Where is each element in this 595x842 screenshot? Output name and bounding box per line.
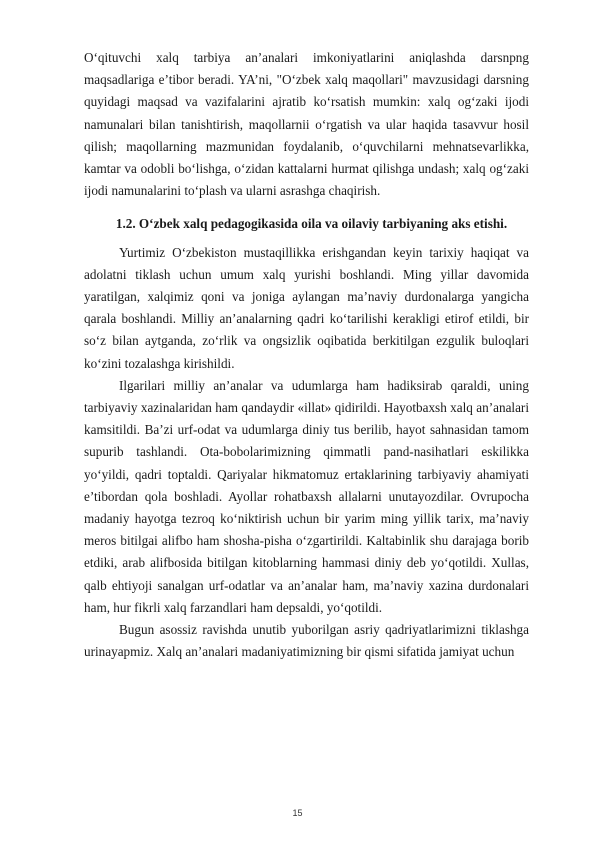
body-paragraph-2: Ilgarilari milliy an’analar va udumlarga ham hadiksirab qaraldi, uning tarbiyaviy xazinalaridan ham qandaydir «illat» qidirildi. Hayotbaxsh xalq an’analari kamsitildi. Ba’zi urf-odat va udumlarga diniy tus berilib, hayot sahnasidan tamom supurib tashlandi. Ota-bobolarimizning qimmatli pand-nasihatlari eskilikka yo‘yildi, qadri toptaldi. Qariyalar hikmatomuz ertaklarining tarbiyaviy ahamiyati e’tibordan qola boshladi. Ayollar rohatbaxsh allalarni unutayozdilar. Ovrupocha madaniy hayotga tezroq ko‘niktirish uchun bir yarim ming yillik tarix, ma’naviy meros bitilgai alifbo ham shosha-pisha o‘zgartirildi. Kaltabinlik shu darajaga borib etdiki, arab alifbosida bitilgan kitoblarning hammasi diniy deb yo‘qotildi. Xullas, qalb ehtiyoji sanalgan urf-odatlar va an’analar ham, ma’naviy xazina durdonalari ham, hur fikrli xalq farzandlari ham depsaldi, yo‘qotildi. [84, 377, 529, 615]
section-heading: 1.2. O‘zbek xalq pedagogikasida oila va oilaviy tarbiyaning aks etishi. [115, 216, 508, 232]
page-number: 15 [292, 808, 303, 818]
document-page [84, 47, 529, 663]
intro-paragraph: O‘qituvchi xalq tarbiya an’analari imkoniyatlarini aniqlashda darsnpng maqsadlariga e’tibor beradi. YA’ni, "O‘zbek xalq maqollari" mavzusidagi darsning quyidagi maqsad va vazifalarini ajratib ko‘rsatish mumkin: xalq og‘zaki ijodi namunalari bilan tanishtirish, maqollarnii o‘rgatish va ular haqida tasavvur hosil qilish; maqollarning mazmunidan foydalanib, o‘quvchilarni mehnatsevarlikka, kamtar va odobli bo‘lishga, o‘zidan kattalarni hurmat qilishga undash; xalq og‘zaki ijodi namunalarini to‘plash va ularni asrashga chaqirish. [84, 50, 529, 199]
body-paragraph-1: Yurtimiz O‘zbekiston mustaqillikka erishgandan keyin tarixiy haqiqat va adolatni tiklash uchun umum xalq yurishi boshlandi. Ming yillar davomida yaratilgan, xalqimiz qoni va joniga aylangan ma’naviy durdonalarga yangicha qarala boshlandi. Milliy an’analarning qadri ko‘tarilishi kerakligi etirof etildi, bir so‘z bilan aytganda, zo‘rlik va ongsizlik oqibatida berkitilgan ezgulik buloqlari ko‘zini tozalashga kirishildi. [84, 244, 529, 371]
body-paragraph-3: Bugun asossiz ravishda unutib yuborilgan asriy qadriyatlarimizni tiklashga urinayapmiz. Xalq an’analari madaniyatimizning bir qismi sifatida jamiyat uchun [84, 622, 529, 660]
